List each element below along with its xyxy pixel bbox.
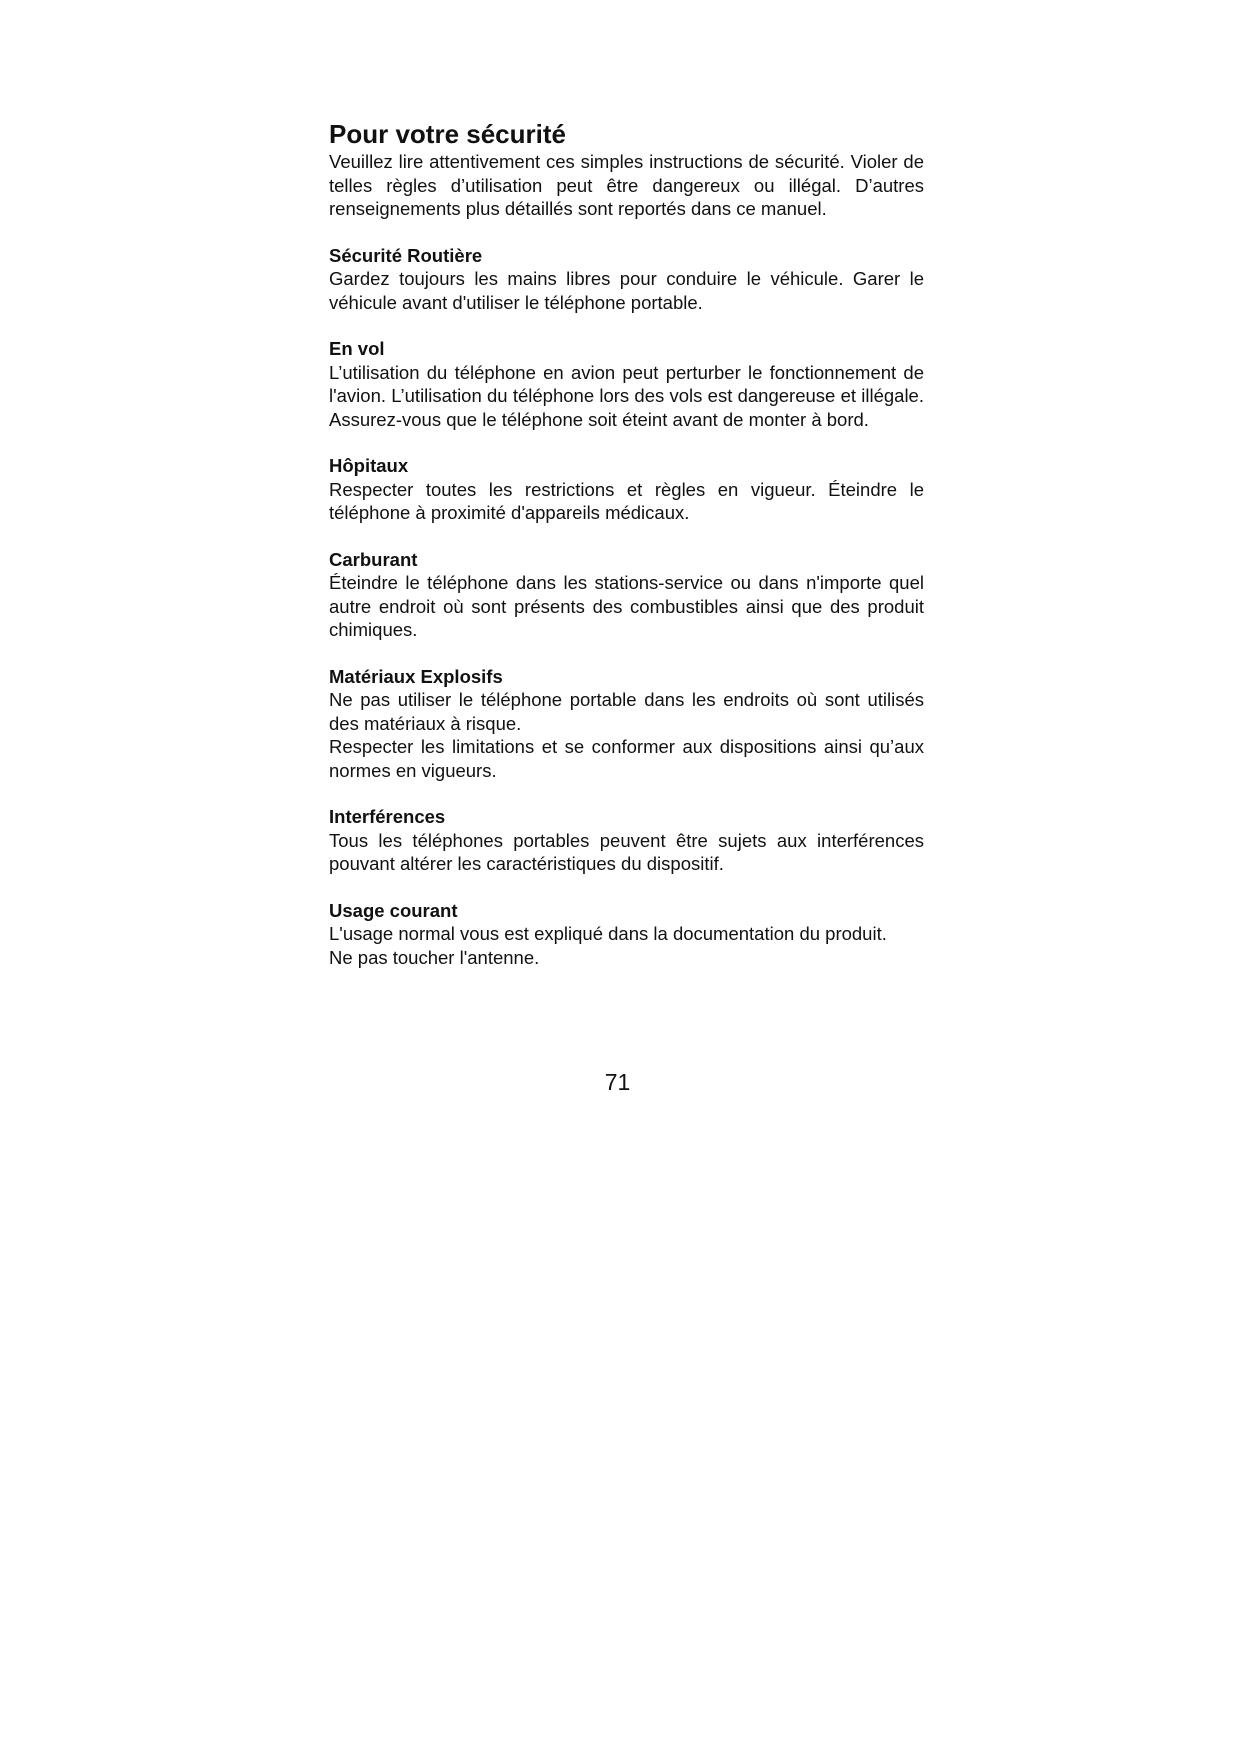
section-heading: En vol xyxy=(329,338,385,359)
section-paragraph: L'usage normal vous est expliqué dans la documentation du produit. xyxy=(329,923,887,944)
section-heading: Usage courant xyxy=(329,899,458,921)
section-heading: Hôpitaux xyxy=(329,455,409,476)
section-in-flight xyxy=(329,337,924,431)
page-title: Pour votre sécurité xyxy=(329,119,566,149)
section-paragraph: Ne pas toucher l'antenne. xyxy=(329,946,540,968)
section-normal-use xyxy=(329,899,924,970)
section-paragraph: Éteindre le téléphone dans les stations-service ou dans n'importe quel autre endroit où sont présents des combustibles ainsi que des produit chimiques. xyxy=(329,572,924,640)
section-paragraph: Ne pas utiliser le téléphone portable dans les endroits où sont utilisés des matériaux à risque. xyxy=(329,689,924,734)
section-heading: Carburant xyxy=(329,548,418,570)
section-paragraph: L’utilisation du téléphone en avion peut perturber le fonctionnement de l'avion. L’utilisation du téléphone lors des vols est dangereuse et illégale. Assurez-vous que le téléphone soit éteint avant de monter à bord. xyxy=(329,361,924,430)
section-heading: Sécurité Routière xyxy=(329,244,483,266)
section-explosive-materials xyxy=(329,665,924,783)
section-heading: Matériaux Explosifs xyxy=(329,665,503,687)
section-paragraph: Respecter les limitations et se conformer aux dispositions ainsi qu’aux normes en vigueurs. xyxy=(329,736,924,781)
page-number: 71 xyxy=(604,1069,631,1095)
section-paragraph: Tous les téléphones portables peuvent être sujets aux interférences pouvant altérer les caractéristiques du dispositif. xyxy=(329,829,924,874)
section-hospitals xyxy=(329,454,924,525)
section-heading: Interférences xyxy=(329,806,446,827)
intro-paragraph: Veuillez lire attentivement ces simples instructions de sécurité. Violer de telles règles d’utilisation peut être dangereux ou illégal. D’autres renseignements plus détaillés sont reportés dans ce manuel. xyxy=(329,151,924,219)
section-paragraph: Respecter toutes les restrictions et règles en vigueur. Éteindre le téléphone à proximité d'appareils médicaux. xyxy=(329,478,924,523)
document-page xyxy=(329,118,924,969)
page-number-container xyxy=(0,1068,1241,1096)
section-road-safety xyxy=(329,244,924,315)
section-interference xyxy=(329,805,924,876)
section-paragraph: Gardez toujours les mains libres pour conduire le véhicule. Garer le véhicule avant d'utiliser le téléphone portable. xyxy=(329,268,924,313)
section-fuel xyxy=(329,548,924,642)
